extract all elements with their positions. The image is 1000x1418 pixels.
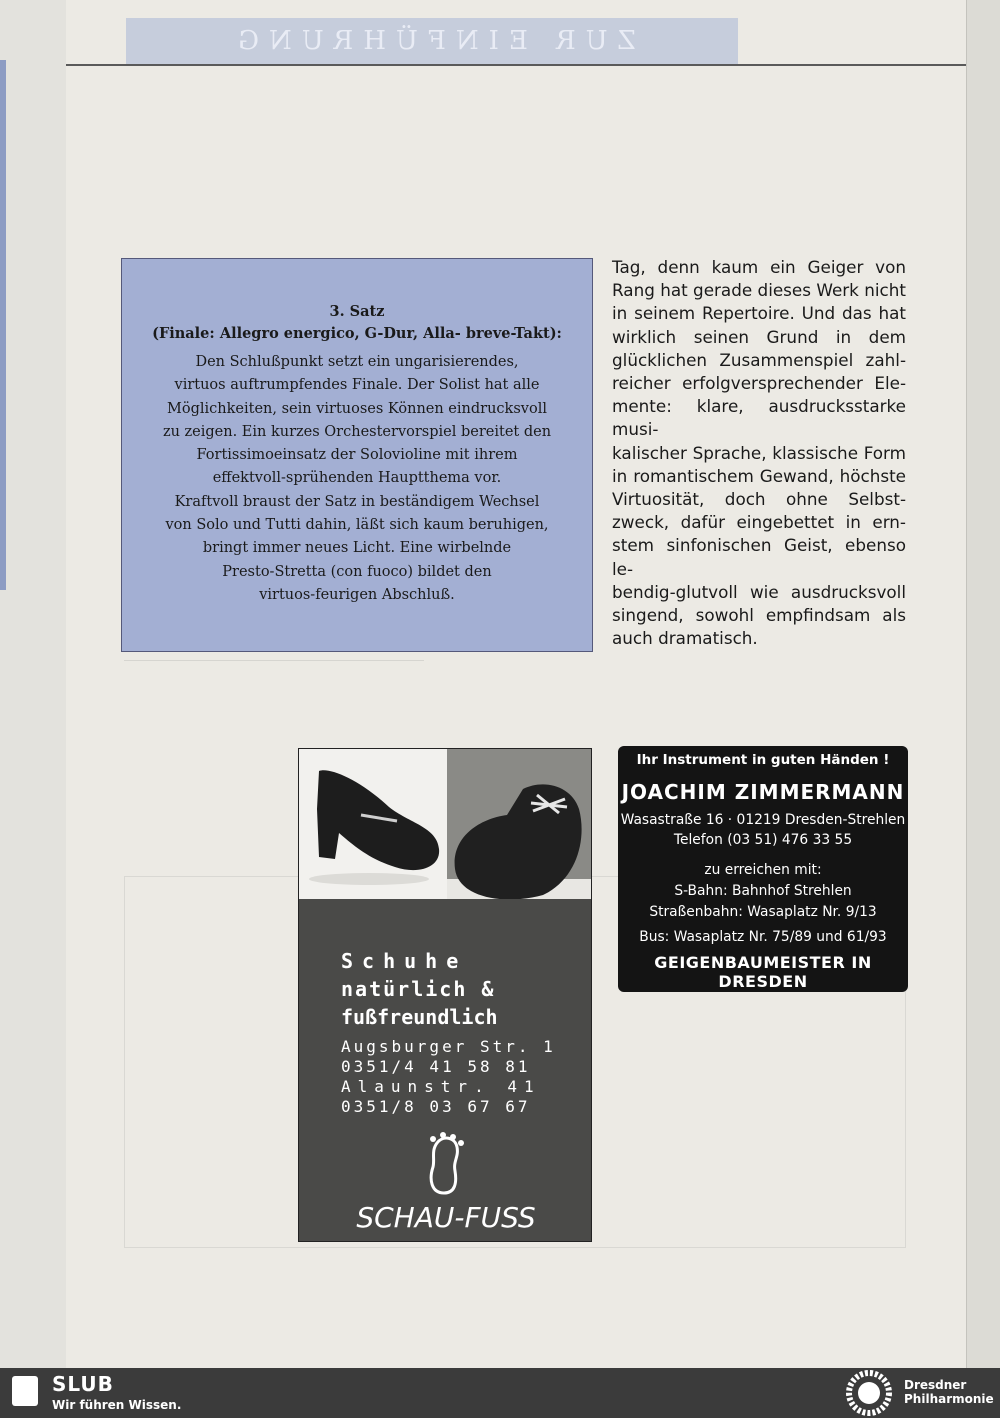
mens-shoe-icon: [447, 749, 592, 899]
violin-ad-contact: [618, 810, 908, 850]
text-line: stem sinfonischen Geist, ebenso le-: [612, 535, 906, 579]
page-header-title: ZUR EINFÜHRUNG: [228, 26, 636, 56]
movement-subtitle: (Finale: Allegro energico, G-Dur, Alla- breve-Takt):: [152, 325, 562, 342]
slub-logo-text: SLUB: [52, 1372, 114, 1396]
shoe-ad-headline: [341, 947, 581, 1031]
violin-ad-address: Wasastraße 16 · 01219 Dresden-Strehlen: [620, 812, 906, 828]
text-line: virtuos auftrumpfendes Finale. Der Solist hat alle: [174, 377, 540, 394]
text-line: zu zeigen. Ein kurzes Orchestervorspiel bereitet den: [162, 423, 552, 440]
shoe-photo-left: [299, 749, 447, 899]
philharmonie-logo-text: [904, 1378, 994, 1406]
text-line: Fortissimoeinsatz der Solovioline mit ihrem: [196, 447, 518, 464]
store-phone: 0351/4 41 58 81: [341, 1057, 531, 1076]
text-line: mente: klare, ausdrucksstarke musi-: [612, 396, 906, 440]
violin-maker-name: JOACHIM ZIMMERMANN: [621, 780, 905, 804]
text-line: Kraftvoll braust der Satz in beständigem Wechsel: [174, 493, 540, 510]
text-line: wirklich seinen Grund in dem: [612, 326, 906, 347]
womens-shoe-icon: [299, 749, 447, 899]
foot-logo-icon: [419, 1131, 469, 1197]
text-line: bendig-glutvoll wie ausdrucksvoll: [612, 581, 906, 602]
headline-line: natürlich &: [341, 977, 496, 1001]
previous-page-edge: [0, 60, 6, 590]
philharmonie-line: Philharmonie: [904, 1392, 994, 1406]
text-line: Möglichkeiten, sein virtuoses Können eindrucksvoll: [167, 400, 547, 417]
violin-ad-tagline: GEIGENBAUMEISTER IN DRESDEN: [654, 953, 872, 991]
store-address: Alaunstr. 41: [341, 1077, 541, 1096]
store-address: Augsburger Str. 1: [341, 1037, 556, 1056]
header-rule: [66, 64, 966, 66]
text-line: singend, sowohl empfindsam als: [612, 605, 906, 626]
directions-bus: Bus: Wasaplatz Nr. 75/89 und 61/93: [639, 929, 887, 945]
text-line: Virtuosität, doch ohne Selbst-: [612, 489, 906, 510]
text-line: Rang hat gerade dieses Werk nicht: [612, 280, 906, 301]
text-line: Presto-Stretta (con fuoco) bildet den: [222, 563, 492, 580]
shoe-store-advertisement: [298, 748, 592, 1242]
violin-ad-slogan: Ihr Instrument in guten Händen !: [636, 752, 890, 768]
text-line: Tag, denn kaum ein Geiger von: [612, 257, 906, 277]
text-line: kalischer Sprache, klassische Form: [612, 442, 906, 463]
text-line: virtuos-feurigen Abschluß.: [259, 586, 455, 603]
violin-maker-advertisement: [618, 746, 908, 992]
text-line: auch dramatisch.: [612, 628, 758, 649]
page-stack-edge: [966, 0, 1000, 1368]
text-line: reicher erfolgversprechender Ele-: [612, 373, 906, 394]
movement-description-box: [121, 258, 593, 652]
movement-title: 3. Satz: [329, 303, 385, 320]
slub-logo-icon: [12, 1376, 38, 1406]
text-line: bringt immer neues Licht. Eine wirbelnde: [202, 540, 512, 557]
headline-line: Schuhe: [341, 949, 468, 973]
book-spine: [0, 0, 67, 1368]
text-line: glücklichen Zusammenspiel zahl-: [612, 349, 906, 370]
text-line: in seinem Repertoire. Und das hat: [612, 303, 906, 324]
directions-tram: Straßenbahn: Wasaplatz Nr. 9/13: [649, 904, 877, 920]
viewer-footer: [0, 1368, 1000, 1418]
shoe-store-brand: SCHAU-FUSS: [356, 1201, 536, 1234]
text-line: zweck, dafür eingebettet in ern-: [612, 512, 906, 533]
violin-ad-directions: [618, 860, 908, 923]
text-line: Den Schlußpunkt setzt ein ungarisierendes,: [195, 354, 519, 370]
philharmonie-line: Dresdner: [904, 1378, 967, 1392]
violin-ad-phone: Telefon (03 51) 476 33 55: [673, 832, 853, 848]
shoe-ad-addresses: [341, 1037, 581, 1117]
body-text-column: [612, 256, 906, 650]
slub-tagline: Wir führen Wissen.: [52, 1398, 182, 1412]
movement-text: [152, 351, 562, 607]
store-phone: 0351/8 03 67 67: [341, 1097, 531, 1116]
text-line: effektvoll-sprühenden Hauptthema vor.: [212, 470, 502, 487]
directions-sbahn: S-Bahn: Bahnhof Strehlen: [674, 883, 852, 899]
text-line: in romantischem Gewand, höchste: [612, 465, 906, 486]
text-line: von Solo und Tutti dahin, läßt sich kaum beruhigen,: [165, 517, 549, 534]
philharmonie-logo-icon: [842, 1370, 896, 1416]
directions-label: zu erreichen mit:: [704, 862, 822, 878]
headline-line: fußfreundlich: [341, 1005, 498, 1029]
shoe-photo-right: [447, 749, 592, 899]
